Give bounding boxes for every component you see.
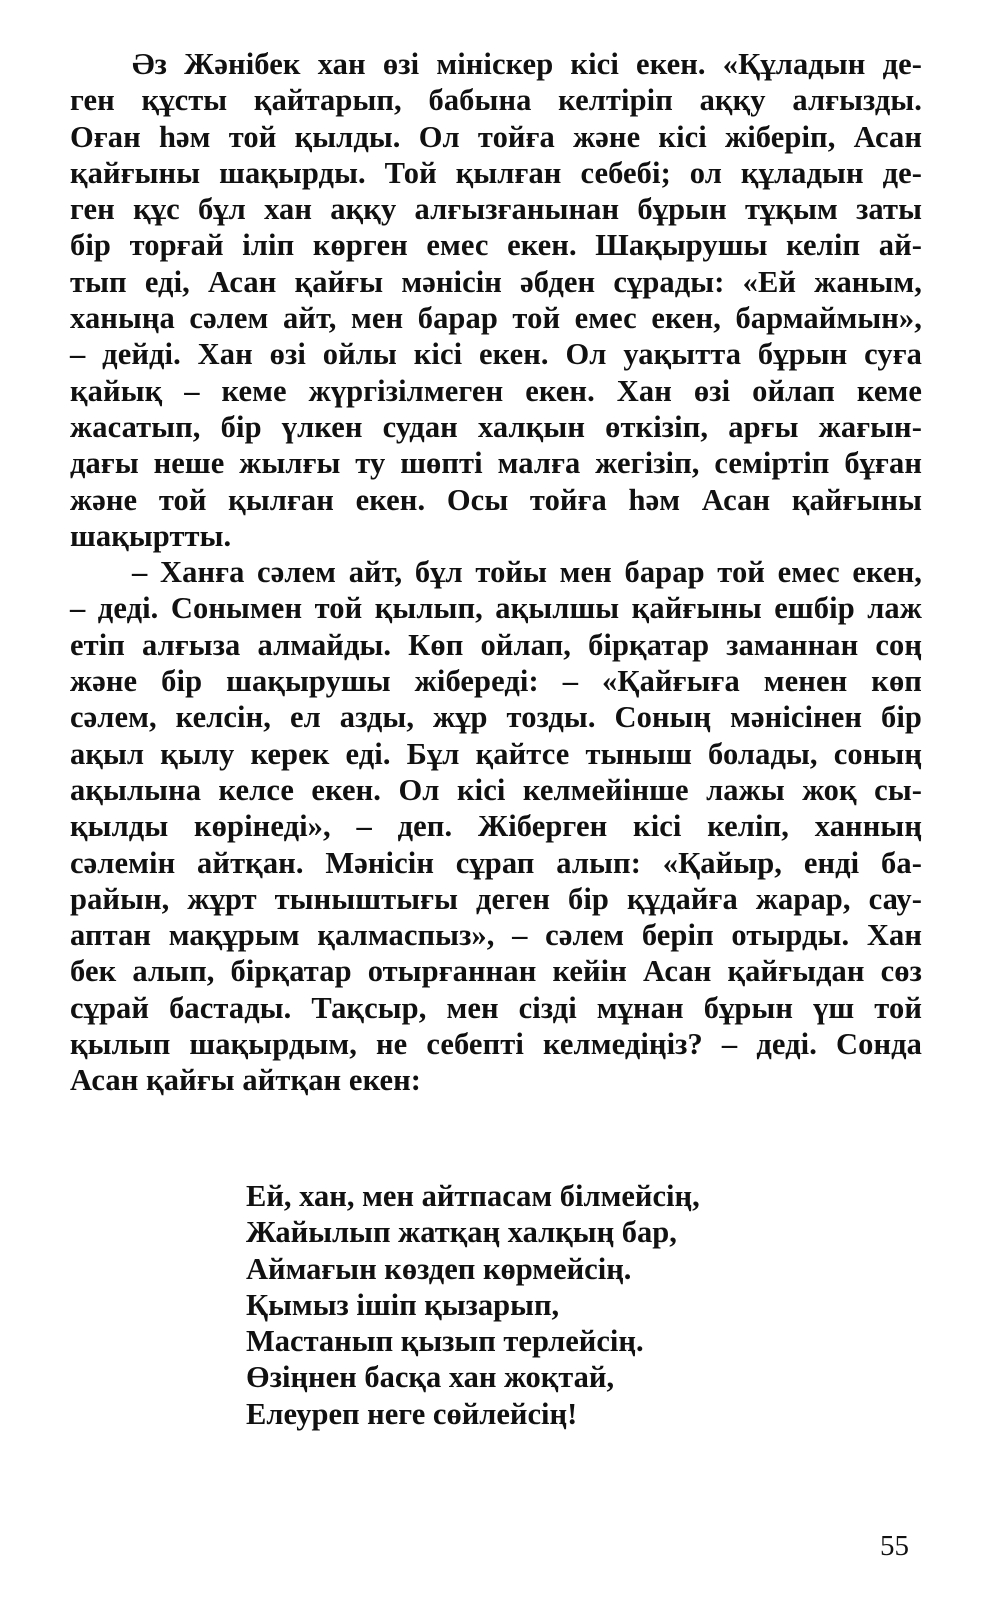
text-line: аптан мақұрым қалмаспыз», – сәлем беріп отырды. Хан [70, 918, 922, 953]
text-line: райын, жұрт тыныштығы деген бір құдайға жарар, сау- [70, 881, 922, 916]
verse-line: Жайылып жатқаң халқың бар, [246, 1215, 677, 1250]
paragraph [70, 554, 922, 1098]
text-line: – дейді. Хан өзі ойлы кісі екен. Ол уақытта бұрын суға [70, 337, 922, 372]
verse-line: Ей, хан, мен айтпасам білмейсің, [246, 1179, 700, 1213]
text-line: және той қылған екен. Осы тойға һәм Асан қайғыны [70, 482, 922, 517]
text-line: ақыл қылу керек еді. Бұл қайтсе тыныш болады, соның [70, 736, 922, 771]
text-line: тып еді, Асан қайғы мәнісін әбден сұрады: «Ей жаным, [70, 264, 922, 299]
verse-line: Өзіңнен басқа хан жоқтай, [246, 1360, 615, 1395]
text-line: Оған һәм той қылды. Ол тойға және кісі жіберіп, Асан [70, 119, 922, 154]
text-line: және бір шақырушы жібереді: – «Қайғыға менен көп [70, 664, 922, 699]
text-line: Әз Жәнібек хан өзі мініскер кісі екен. «Құладын де- [132, 47, 922, 81]
paragraph [70, 46, 922, 554]
text-line: сұрай бастады. Тақсыр, мен сізді мұнан бұрын үш той [70, 990, 922, 1025]
text-line: дағы неше жылғы ту шөпті малға жегізіп, семіртіп бұған [70, 446, 922, 481]
text-line: бір торғай іліп көрген емес екен. Шақырушы келіп ай- [70, 228, 922, 263]
text-line: сәлемін айтқан. Мәнісін сұрап алып: «Қайыр, енді ба- [70, 845, 922, 880]
text-line: шақыртты. [70, 518, 232, 553]
text-line: – деді. Сонымен той қылып, ақылшы қайғыны ешбір лаж [70, 591, 922, 626]
page-number: 55 [880, 1530, 909, 1562]
text-line: – Ханға сәлем айт, бұл тойы мен барар той емес екен, [132, 555, 922, 590]
verse-line: Аймағын көздеп көрмейсің. [246, 1251, 632, 1286]
text-line: ген құс бұл хан аққу алғызғанынан бұрын тұқым заты [70, 192, 922, 227]
verse-line: Қымыз ішіп қызарып, [246, 1287, 560, 1322]
poem-verse [246, 1178, 846, 1432]
text-line: қайғыны шақырды. Той қылған себебі; ол құладын де- [70, 155, 922, 190]
text-line: қылып шақырдым, не себепті келмедіңіз? – деді. Сонда [70, 1027, 922, 1062]
verse-line: Елеуреп неге сөйлейсің! [246, 1396, 578, 1431]
text-line: сәлем, келсін, ел азды, жұр тозды. Соның мәнісінен бір [70, 700, 922, 735]
verse-line: Мастанып қызып терлейсің. [246, 1324, 644, 1359]
text-line: бек алып, бірқатар отырғаннан кейін Асан қайғыдан сөз [70, 954, 922, 989]
text-line: қылды көрінеді», – деп. Жіберген кісі келіп, ханның [70, 809, 922, 844]
page-body [70, 46, 922, 1099]
text-line: Асан қайғы айтқан екен: [70, 1063, 422, 1098]
text-line: ген құсты қайтарып, бабына келтіріп аққу алғызды. [70, 83, 922, 118]
text-line: етіп алғыза алмайды. Көп ойлап, бірқатар заманнан соң [70, 627, 922, 662]
text-line: жасатып, бір үлкен судан халқын өткізіп, арғы жағын- [70, 409, 922, 444]
text-line: ханыңа сәлем айт, мен барар той емес екен, бармаймын», [70, 301, 922, 336]
text-line: қайық – кеме жүргізілмеген екен. Хан өзі ойлап кеме [70, 373, 922, 408]
text-line: ақылына келсе екен. Ол кісі келмейінше лажы жоқ сы- [70, 772, 922, 807]
